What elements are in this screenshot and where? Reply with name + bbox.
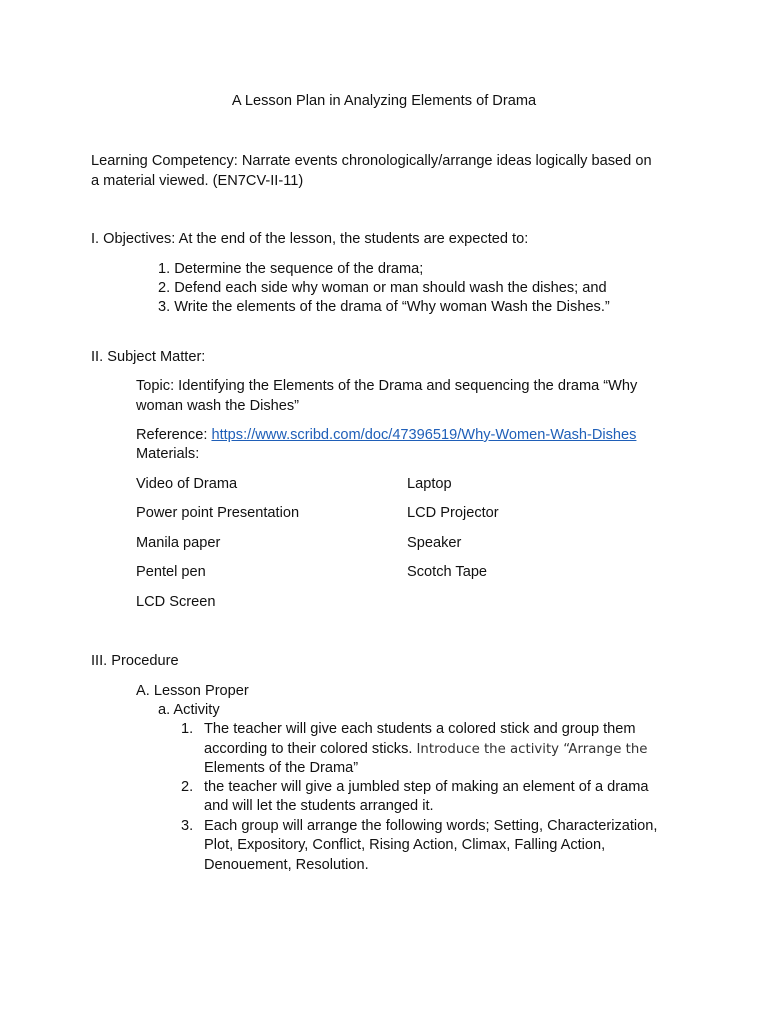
material-left-3: Manila paper <box>136 535 221 551</box>
reference-label: Reference: <box>136 427 212 443</box>
material-left-1: Video of Drama <box>136 476 238 492</box>
material-left-5: LCD Screen <box>136 594 216 610</box>
step-1-line-2b: Introduce the activity “Arrange the <box>416 742 648 757</box>
step-3-line-2: Plot, Expository, Conflict, Rising Action, Climax, Falling Action, <box>204 837 606 853</box>
reference-line <box>136 426 636 445</box>
lesson-proper-heading: A. Lesson Proper <box>136 683 249 699</box>
material-right-3: Speaker <box>407 535 462 551</box>
step-2-line-1: the teacher will give a jumbled step of making an element of a drama <box>204 779 649 795</box>
step-1-line-2 <box>204 740 647 759</box>
topic-line-1: Topic: Identifying the Elements of the Drama and sequencing the drama “Why <box>136 378 638 394</box>
procedure-heading: III. Procedure <box>91 653 179 669</box>
objectives-heading: I. Objectives: At the end of the lesson, the students are expected to: <box>91 231 529 247</box>
step-2-line-2: and will let the students arranged it. <box>204 798 434 814</box>
reference-link[interactable]: https://www.scribd.com/doc/47396519/Why-Women-Wash-Dishes <box>211 427 637 443</box>
objective-item-2: 2. Defend each side why woman or man should wash the dishes; and <box>158 280 607 296</box>
topic-line-2: woman wash the Dishes” <box>136 398 300 414</box>
competency-line-1: Learning Competency: Narrate events chronologically/arrange ideas logically based on <box>91 153 652 169</box>
materials-label: Materials: <box>136 446 200 462</box>
material-right-4: Scotch Tape <box>407 564 488 580</box>
objective-item-1: 1. Determine the sequence of the drama; <box>158 261 424 277</box>
material-right-2: LCD Projector <box>407 505 499 521</box>
material-left-2: Power point Presentation <box>136 505 300 521</box>
step-1-line-2a: according to their colored sticks. <box>204 741 417 757</box>
document-title: A Lesson Plan in Analyzing Elements of Drama <box>231 93 537 109</box>
material-right-1: Laptop <box>407 476 452 492</box>
step-2-number: 2. <box>181 779 194 795</box>
step-1-line-3: Elements of the Drama” <box>204 760 359 776</box>
step-1-number: 1. <box>181 721 194 737</box>
competency-line-2: a material viewed. (EN7CV-II-11) <box>91 173 304 189</box>
step-1-line-1: The teacher will give each students a colored stick and group them <box>204 721 636 737</box>
subject-matter-heading: II. Subject Matter: <box>91 349 206 365</box>
objective-item-3: 3. Write the elements of the drama of “Why woman Wash the Dishes.” <box>158 299 610 315</box>
step-3-line-3: Denouement, Resolution. <box>204 857 369 873</box>
step-3-number: 3. <box>181 818 194 834</box>
step-3-line-1: Each group will arrange the following words; Setting, Characterization, <box>204 818 658 834</box>
material-left-4: Pentel pen <box>136 564 206 580</box>
activity-heading: a. Activity <box>158 702 220 718</box>
